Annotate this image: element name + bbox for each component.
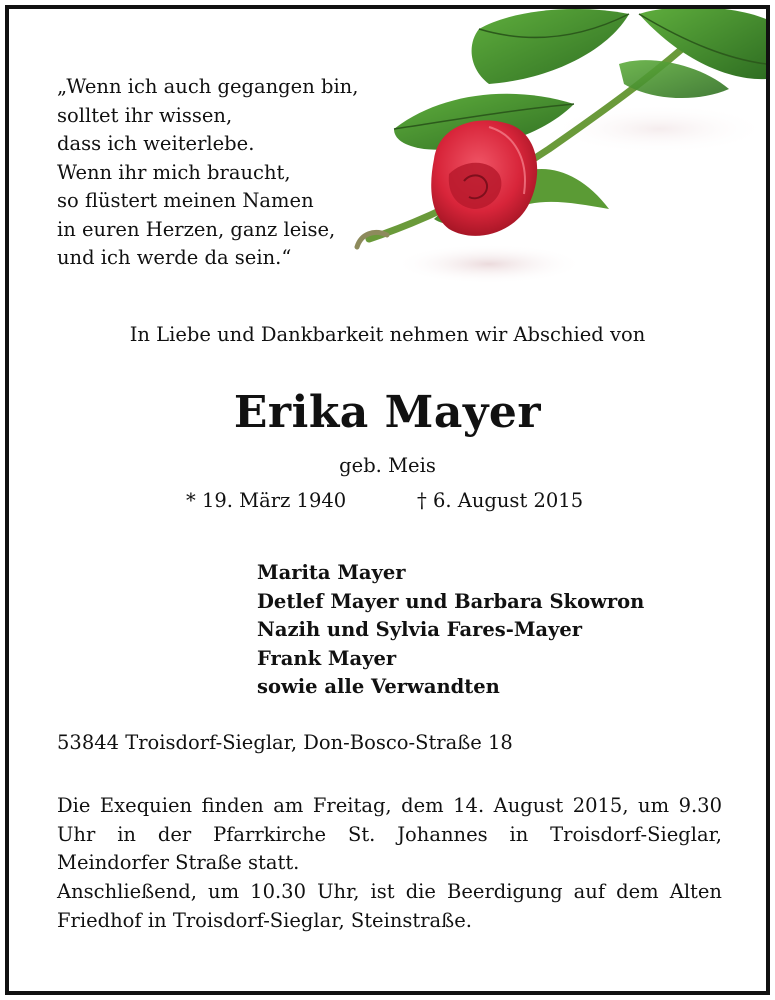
maiden-name: geb. Meis xyxy=(339,454,436,477)
poem-line: und ich werde da sein.“ xyxy=(57,246,292,269)
burial-paragraph: Anschließend, um 10.30 Uhr, ist die Beerdigung auf dem Alten Friedhof in Troisdorf-Sieglar, Steinstraße. xyxy=(57,880,722,932)
rose-image xyxy=(339,9,766,299)
poem xyxy=(57,73,387,273)
poem-line: Wenn ihr mich braucht, xyxy=(57,160,291,184)
obituary-card xyxy=(5,5,770,995)
farewell-intro: In Liebe und Dankbarkeit nehmen wir Abschied von xyxy=(129,323,646,346)
poem-line: so flüstert meinen Namen xyxy=(57,189,314,212)
birth-date: * 19. März 1940 xyxy=(186,489,347,512)
mourner: sowie alle Verwandten xyxy=(257,675,500,698)
mourner: Nazih und Sylvia Fares-Mayer xyxy=(257,618,583,641)
family-address: 53844 Troisdorf-Sieglar, Don-Bosco-Straße 18 xyxy=(57,731,513,754)
mourner: Detlef Mayer und Barbara Skowron xyxy=(257,589,645,613)
deceased-name: Erika Mayer xyxy=(233,387,542,438)
mourners-list xyxy=(257,559,644,702)
poem-line: in euren Herzen, ganz leise, xyxy=(57,217,336,241)
exequies-paragraph: Die Exequien finden am Freitag, dem 14. August 2015, um 9.30 Uhr in der Pfarrkirche St. Johannes in Troisdorf-Sieglar, Meindorfer Straße statt. xyxy=(57,794,722,874)
death-date: † 6. August 2015 xyxy=(417,489,584,512)
poem-line: „Wenn ich auch gegangen bin, xyxy=(57,75,359,98)
mourner: Marita Mayer xyxy=(257,561,406,584)
mourner: Frank Mayer xyxy=(257,646,397,670)
poem-line: solltet ihr wissen, xyxy=(57,103,233,127)
poem-line: dass ich weiterlebe. xyxy=(57,132,255,155)
